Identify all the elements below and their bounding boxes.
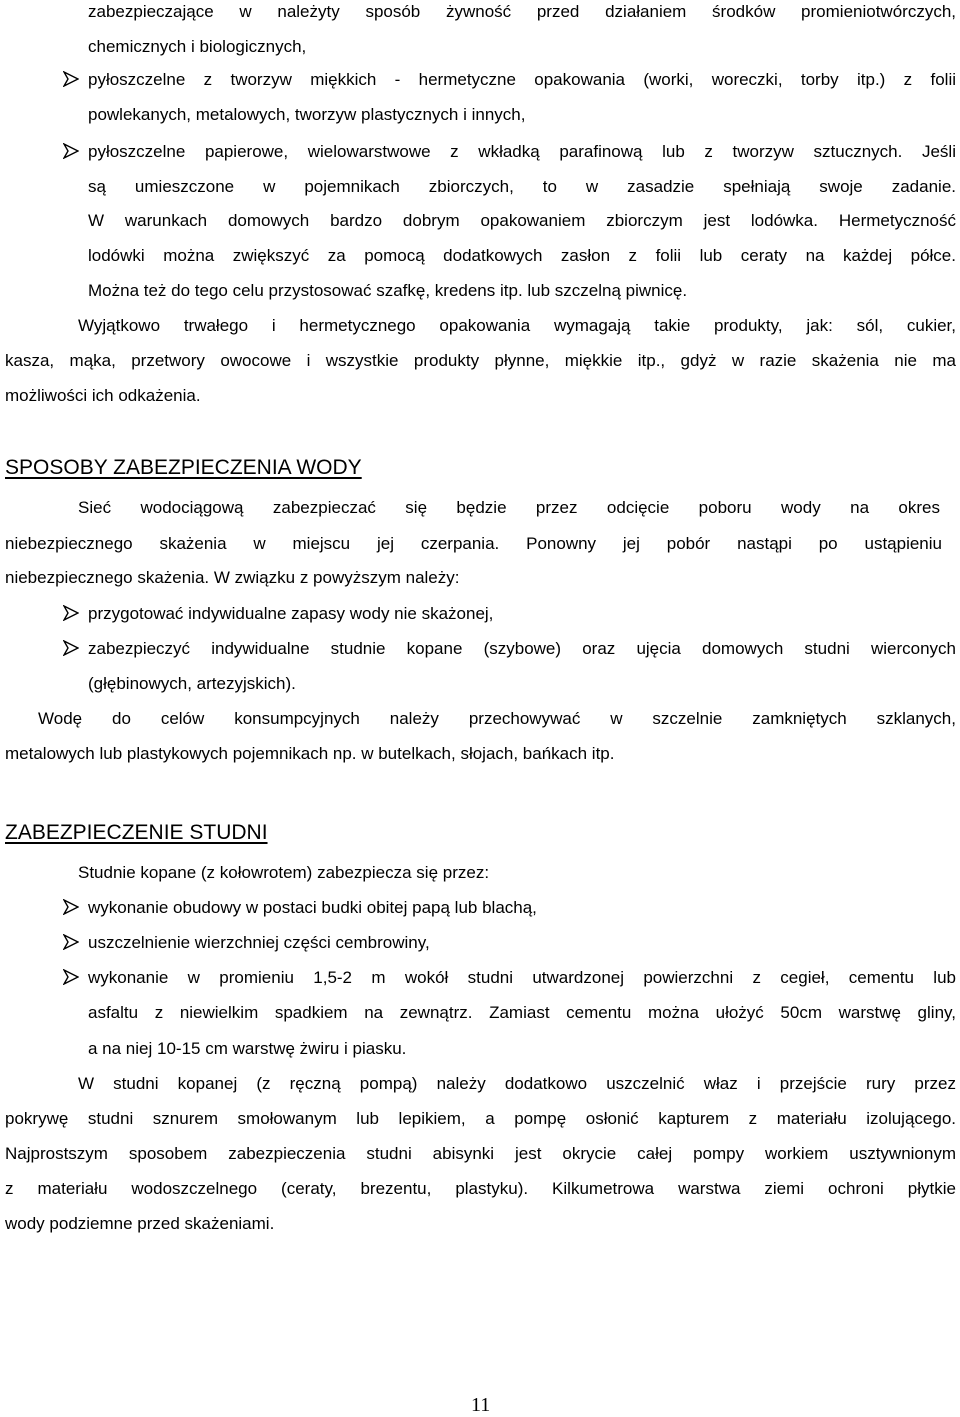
arrowhead-bullet-icon (63, 71, 79, 87)
paragraph-line: niebezpiecznego skażenia w miejscu jej czerpania. Ponowny jej pobór nastąpi po ustąpieniu (5, 534, 942, 553)
list-item-line: powlekanych, metalowych, tworzyw plastycznych i innych, (88, 105, 526, 124)
arrowhead-bullet-icon (63, 605, 79, 621)
list-item-line: a na niej 10-15 cm warstwę żwiru i piasku. (88, 1039, 407, 1058)
paragraph-line: Wodę do celów konsumpcyjnych należy przechowywać w szczelnie zamkniętych szklanych, (38, 709, 956, 728)
list-item-line: pyłoszczelne papierowe, wielowarstwowe z wkładką parafinową lub z tworzyw sztucznych. Jeśli (88, 142, 956, 161)
list-item-line: wykonanie w promieniu 1,5-2 m wokół studni utwardzonej powierzchni z cegieł, cementu lub (88, 968, 956, 987)
paragraph-line: pokrywę studni sznurem smołowanym lub lepikiem, a pompę osłonić kapturem z materiału izolującego. (5, 1109, 956, 1128)
paragraph-line: niebezpiecznego skażenia. W związku z powyższym należy: (5, 568, 460, 587)
arrowhead-bullet-icon (63, 969, 79, 985)
list-item-line: chemicznych i biologicznych, (88, 37, 307, 56)
page-number: 11 (471, 1394, 491, 1416)
list-item-line: Można też do tego celu przystosować szafkę, kredens itp. lub szczelną piwnicę. (88, 281, 688, 300)
list-item-line: przygotować indywidualne zapasy wody nie skażonej, (88, 604, 494, 623)
list-item-line: uszczelnienie wierzchniej części cembrowiny, (88, 933, 430, 952)
arrowhead-bullet-icon (63, 640, 79, 656)
arrowhead-bullet-icon (63, 899, 79, 915)
paragraph-line: Studnie kopane (z kołowrotem) zabezpiecza się przez: (78, 863, 490, 882)
list-item-line: wykonanie obudowy w postaci budki obitej papą lub blachą, (88, 898, 537, 917)
paragraph-line: Sieć wodociągową zabezpieczać się będzie przez odcięcie poboru wody na okres (78, 498, 940, 517)
paragraph-line: wody podziemne przed skażeniami. (5, 1214, 275, 1233)
arrowhead-bullet-icon (63, 934, 79, 950)
list-item-line: zabezpieczyć indywidualne studnie kopane (szybowe) oraz ujęcia domowych studni wierconych (88, 639, 956, 658)
list-item-line: są umieszczone w pojemnikach zbiorczych, to w zasadzie spełniają swoje zadanie. (88, 177, 956, 196)
paragraph-line: możliwości ich odkażenia. (5, 386, 201, 405)
paragraph-line: Wyjątkowo trwałego i hermetycznego opakowania wymagają takie produkty, jak: sól, cukier, (78, 316, 956, 335)
paragraph-line: kasza, mąka, przetwory owocowe i wszystkie produkty płynne, miękkie itp., gdyż w razie skażenia nie ma (5, 351, 956, 370)
paragraph-line: Najprostszym sposobem zabezpieczenia studni abisynki jest okrycie całej pompy workiem usztywnionym (5, 1144, 956, 1163)
list-item-line: zabezpieczające w należyty sposób żywność przed działaniem środków promieniotwórczych, (88, 2, 956, 21)
paragraph-line: metalowych lub plastykowych pojemnikach np. w butelkach, słojach, bańkach itp. (5, 744, 615, 763)
section-heading: SPOSOBY ZABEZPIECZENIA WODY (5, 456, 362, 479)
list-item-line: lodówki można zwiększyć za pomocą dodatkowych zasłon z folii lub ceraty na każdej półce. (88, 246, 956, 265)
arrowhead-bullet-icon (63, 143, 79, 159)
list-item-line: W warunkach domowych bardzo dobrym opakowaniem zbiorczym jest lodówka. Hermetyczność (88, 211, 956, 230)
list-item-line: (głębinowych, artezyjskich). (88, 674, 296, 693)
paragraph-line: W studni kopanej (z ręczną pompą) należy dodatkowo uszczelnić właz i przejście rury przez (78, 1074, 956, 1093)
section-heading: ZABEZPIECZENIE STUDNI (5, 821, 268, 844)
list-item-line: asfaltu z niewielkim spadkiem na zewnątrz. Zamiast cementu można ułożyć 50cm warstwę gliny, (88, 1003, 956, 1022)
paragraph-line: z materiału wodoszczelnego (ceraty, brezentu, plastyku). Kilkumetrowa warstwa ziemi ochroni płytkie (5, 1179, 956, 1198)
list-item-line: pyłoszczelne z tworzyw miękkich - hermetyczne opakowania (worki, woreczki, torby itp.) z folii (88, 70, 956, 89)
